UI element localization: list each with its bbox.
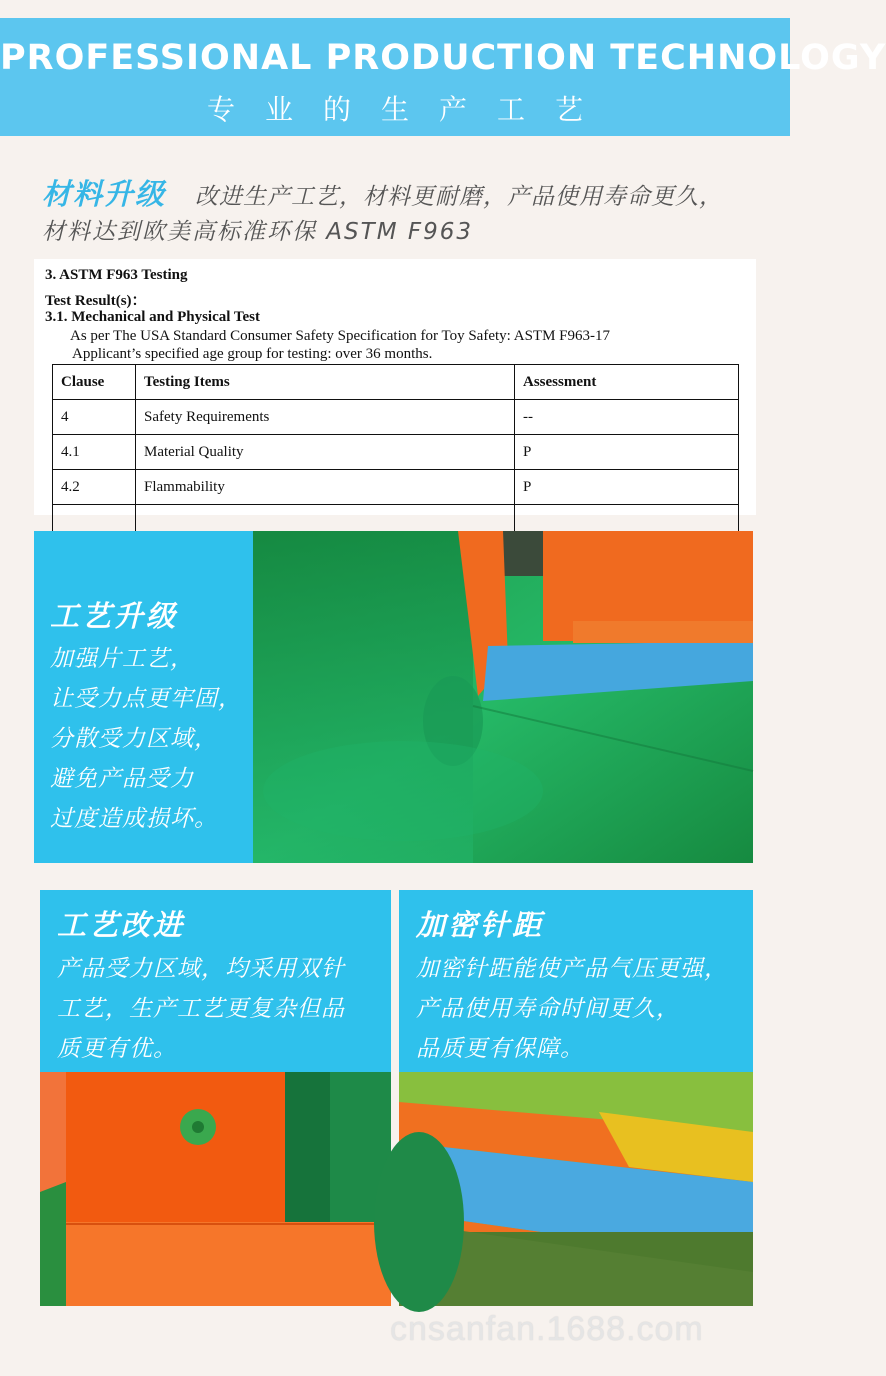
column-header: Assessment xyxy=(515,365,739,400)
feature2-line: 工艺，生产工艺更复杂但品 xyxy=(57,996,345,1022)
intro-line-1: 改进生产工艺，材料更耐磨，产品使用寿命更久， xyxy=(195,184,723,210)
banner-title-en: PROFESSIONAL PRODUCTION TECHNOLOGY xyxy=(0,38,886,78)
feature1-line: 加强片工艺， xyxy=(50,646,194,672)
feature1-title: 工艺升级 xyxy=(50,599,179,633)
intro-line-2: 材料达到欧美高标准环保 ASTM F963 xyxy=(42,219,473,245)
report-subsection-title: 3.1. Mechanical and Physical Test xyxy=(45,309,261,325)
report-section-title: 3. ASTM F963 Testing xyxy=(45,267,188,283)
feature2-line: 质更有优。 xyxy=(57,1036,177,1062)
table-cell: Material Quality xyxy=(136,435,515,470)
bounce-house-reinforcement-photo xyxy=(253,531,753,863)
intro-heading: 材料升级 xyxy=(42,177,167,211)
banner-title-cn: 专业的生产工艺 xyxy=(206,93,613,126)
feature1-line: 分散受力区域， xyxy=(50,726,218,752)
table-cell: P xyxy=(515,435,739,470)
table-cell: 4 xyxy=(53,400,136,435)
table-header-row xyxy=(53,365,739,400)
report-paragraph-2: Applicant’s specified age group for testing: over 36 months. xyxy=(72,346,433,362)
table-cell: 4.1 xyxy=(53,435,136,470)
table-cell: Flammability xyxy=(136,470,515,505)
feature3-line: 品质更有保障。 xyxy=(416,1036,584,1062)
feature2-line: 产品受力区域，均采用双针 xyxy=(57,956,345,982)
report-result-label: Test Result(s)： xyxy=(45,293,147,309)
feature1-line: 避免产品受力 xyxy=(50,766,194,792)
table-row xyxy=(53,470,739,505)
table-row xyxy=(53,400,739,435)
report-table xyxy=(52,364,739,540)
feature3-line: 加密针距能使产品气压更强， xyxy=(416,956,728,982)
feature3-line: 产品使用寿命时间更久， xyxy=(416,996,680,1022)
watermark-text: cnsanfan.1688.com xyxy=(390,1310,704,1348)
table-cell: Safety Requirements xyxy=(136,400,515,435)
feature1-line: 过度造成损坏。 xyxy=(50,806,218,832)
feature3-title: 加密针距 xyxy=(416,908,545,942)
dense-stitching-photo xyxy=(399,1072,753,1306)
feature2-title: 工艺改进 xyxy=(57,908,186,942)
test-report xyxy=(34,259,756,515)
column-header: Testing Items xyxy=(136,365,515,400)
column-header: Clause xyxy=(53,365,136,400)
table-cell: -- xyxy=(515,400,739,435)
table-cell: 4.2 xyxy=(53,470,136,505)
table-row xyxy=(53,435,739,470)
feature1-line: 让受力点更牢固， xyxy=(50,686,242,712)
report-paragraph-1: As per The USA Standard Consumer Safety Specification for Toy Safety: ASTM F963-17 xyxy=(70,328,610,344)
double-stitch-photo xyxy=(40,1072,391,1306)
table-cell: P xyxy=(515,470,739,505)
